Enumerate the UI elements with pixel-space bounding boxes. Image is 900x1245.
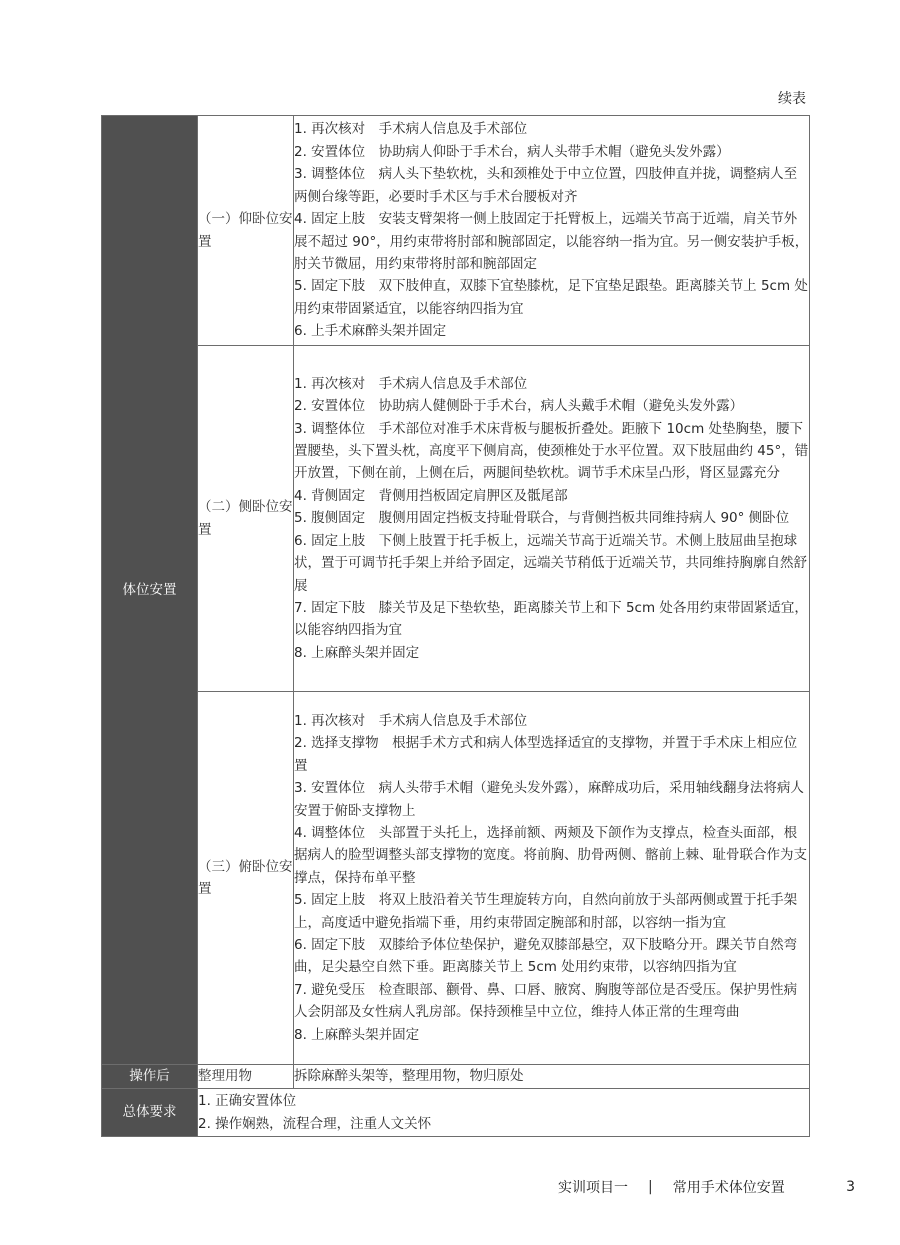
after-content: 拆除麻醉头架等，整理用物，物归原处 [294, 1065, 810, 1089]
category-after: 操作后 [102, 1065, 198, 1089]
list-item: 2. 安置体位 协助病人健侧卧于手术台，病人头戴手术帽（避免头发外露） [294, 398, 744, 415]
prone-content [294, 692, 810, 1065]
list-item: 1. 再次核对 手术病人信息及手术部位 [294, 375, 528, 392]
list-item: 8. 上麻醉头架并固定 [294, 1026, 420, 1043]
list-item: 7. 固定下肢 膝关节及足下垫软垫，距离膝关节上和下 5cm 处各用约束带固紧适宜，以能容纳四指为宜 [294, 599, 808, 639]
list-item: 1. 再次核对 手术病人信息及手术部位 [294, 121, 528, 138]
footer-title: 常用手术体位安置 [672, 1180, 785, 1196]
footer-project: 实训项目一 [558, 1180, 628, 1196]
list-item: 4. 调整体位 头部置于头托上，选择前额、两颊及下颌作为支撑点，检查头面部，根据病人的脸型调整头部支撑物的宽度。将前胸、肋骨两侧、髂前上棘、耻骨联合作为支撑点，保持布单平整 [294, 824, 807, 886]
list-item: 5. 固定上肢 将双上肢沿着关节生理旋转方向，自然向前放于头部两侧或置于托手架上，高度适中避免指端下垂，用约束带固定腕部和肘部，以容纳一指为宜 [294, 892, 798, 931]
category-position: 体位安置 [102, 116, 198, 1065]
table-row [102, 1065, 810, 1089]
list-item: 1. 正确安置体位 [198, 1093, 297, 1110]
page-number: 3 [846, 1179, 855, 1195]
list-item: 3. 调整体位 病人头下垫软枕，头和颈椎处于中立位置，四肢伸直并拢，调整病人至两侧台缘等距，必要时手术区与手术台腰板对齐 [294, 166, 798, 205]
list-item: 8. 上麻醉头架并固定 [294, 644, 420, 661]
list-item: 7. 避免受压 检查眼部、颧骨、鼻、口唇、腋窝、胸腹等部位是否受压。保护男性病人会阴部及女性病人乳房部。保持颈椎呈中立位，维持人体正常的生理弯曲 [294, 981, 798, 1021]
table-row [102, 692, 810, 1065]
supine-label: （一）仰卧位安置 [198, 116, 294, 346]
lateral-content [294, 346, 810, 692]
after-label: 整理用物 [198, 1065, 294, 1089]
list-item: 5. 固定下肢 双下肢伸直，双膝下宜垫膝枕，足下宜垫足跟垫。距离膝关节上 5cm 处用约束带固紧适宜，以能容纳四指为宜 [294, 278, 808, 317]
procedure-table [101, 115, 810, 1137]
list-item: 1. 再次核对 手术病人信息及手术部位 [294, 712, 528, 729]
list-item: 2. 安置体位 协助病人仰卧于手术台，病人头带手术帽（避免头发外露） [294, 143, 730, 160]
list-item: 3. 安置体位 病人头带手术帽（避免头发外露），麻醉成功后，采用轴线翻身法将病人安置于俯卧支撑物上 [294, 780, 804, 819]
page-footer [540, 1177, 855, 1197]
list-item: 2. 操作娴熟，流程合理，注重人文关怀 [198, 1115, 432, 1132]
lateral-label: （二）侧卧位安置 [198, 346, 294, 692]
list-item: 4. 固定上肢 安装支臂架将一侧上肢固定于托臂板上，远端关节高于近端，肩关节外展不超过 90°，用约束带将肘部和腕部固定，以能容纳一指为宜。另一侧安装护手板，肘关节微屈，用约束带将肘部和腕部固定 [294, 211, 809, 272]
table-row [102, 346, 810, 692]
list-item: 6. 固定下肢 双膝给予体位垫保护，避免双膝部悬空，双下肢略分开。踝关节自然弯曲，足尖悬空自然下垂。距离膝关节上 5cm 处用约束带，以容纳四指为宜 [294, 937, 798, 976]
footer-separator: | [648, 1179, 653, 1195]
continued-label: 续表 [778, 91, 806, 107]
list-item: 6. 固定上肢 下侧上肢置于托手板上，远端关节高于近端关节。术侧上肢屈曲呈抱球状，置于可调节托手架上并给予固定，远端关节稍低于近端关节，共同维持胸廓自然舒展 [294, 532, 807, 594]
list-item: 3. 调整体位 手术部位对准手术床背板与腿板折叠处。距腋下 10cm 处垫胸垫，腰下置腰垫，头下置头枕，高度平下侧肩高，使颈椎处于水平位置。双下肢屈曲约 45°，错开放置，下侧在前，上侧在后，两腿间垫软枕。调节手术床呈凸形，肾区显露充分 [294, 420, 809, 482]
overall-content [198, 1089, 810, 1137]
list-item: 4. 背侧固定 背侧用挡板固定肩胛区及骶尾部 [294, 487, 568, 504]
list-item: 5. 腹侧固定 腹侧用固定挡板支持耻骨联合，与背侧挡板共同维持病人 90° 侧卧位 [294, 510, 790, 527]
list-item: 6. 上手术麻醉头架并固定 [294, 323, 447, 340]
table-row [102, 1089, 810, 1137]
supine-content [294, 116, 810, 346]
prone-label: （三）俯卧位安置 [198, 692, 294, 1065]
list-item: 2. 选择支撑物 根据手术方式和病人体型选择适宜的支撑物，并置于手术床上相应位置 [294, 735, 798, 774]
category-overall: 总体要求 [102, 1089, 198, 1137]
table-row [102, 116, 810, 346]
